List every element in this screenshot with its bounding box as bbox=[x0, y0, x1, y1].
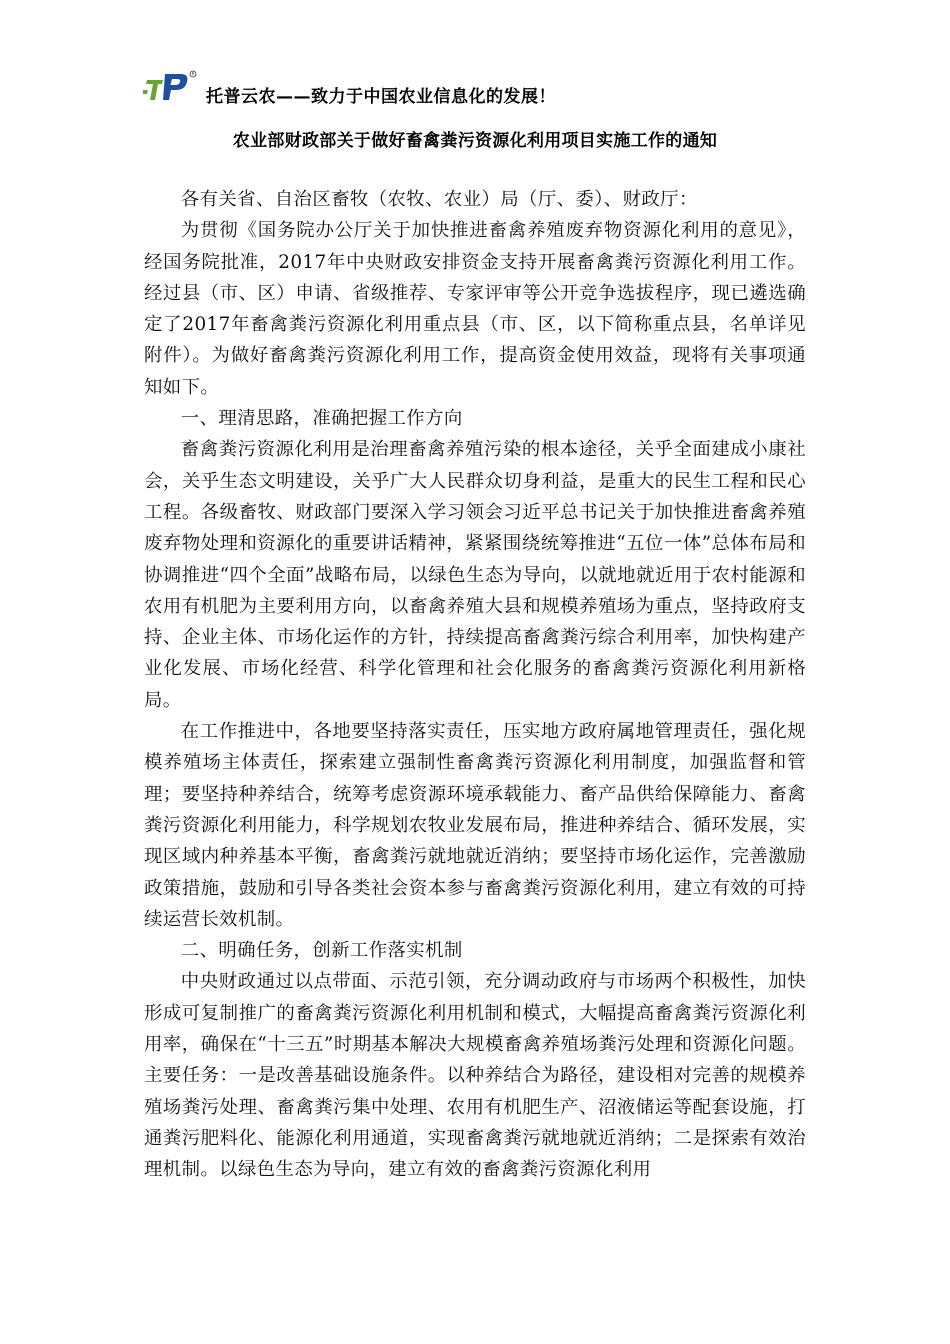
tp-logo bbox=[143, 70, 199, 102]
svg-text:R: R bbox=[191, 71, 195, 77]
header-slogan: 托普云农——致力于中国农业信息化的发展！ bbox=[206, 87, 556, 107]
document-title: 农业部财政部关于做好畜禽粪污资源化利用项目实施工作的通知 bbox=[232, 131, 718, 151]
document-body bbox=[144, 184, 806, 1186]
paragraph: 在工作推进中，各地要坚持落实责任，压实地方政府属地管理责任，强化规模养殖场主体责任，探索建立强制性畜禽粪污资源化利用制度，加强监督和管理；要坚持种养结合，统筹考虑资源环境承载能力、畜产品供给保障能力、畜禽粪污资源化利用能力，科学规划农牧业发展布局，推进种养结合、循环发展，实现区域内种养基本平衡，畜禽粪污就地就近消纳；要坚持市场化运作，完善激励政策措施，鼓励和引导各类社会资本参与畜禽粪污资源化利用，建立有效的可持续运营长效机制。 bbox=[144, 721, 806, 930]
section-heading: 二、明确任务，创新工作落实机制 bbox=[180, 940, 463, 962]
paragraph: 中央财政通过以点带面、示范引领，充分调动政府与市场两个积极性，加快形成可复制推广的畜禽粪污资源化利用机制和模式，大幅提高畜禽粪污资源化利用率，确保在“十三五”时期基本解决大规模畜禽养殖场粪污处理和资源化问题。主要任务：一是改善基础设施条件。以种养结合为路径，建设相对完善的规模养殖场粪污处理、畜禽粪污集中处理、农用有机肥生产、沼液储运等配套设施，打通粪污肥料化、能源化利用通道，实现畜禽粪污就地就近消纳；二是探索有效治理机制。以绿色生态为导向，建立有效的畜禽粪污资源化利用 bbox=[144, 971, 806, 1181]
salutation: 各有关省、自治区畜牧（农牧、农业）局（厅、委）、财政厅： bbox=[180, 189, 698, 210]
section-heading: 一、理清思路，准确把握工作方向 bbox=[180, 408, 463, 430]
paragraph: 为贯彻《国务院办公厅关于加快推进畜禽养殖废弃物资源化利用的意见》，经国务院批准，2017年中央财政安排资金支持开展畜禽粪污资源化利用工作。经过县（市、区）申请、省级推荐、专家评审等公开竞争选拔程序，现已遴选确定了2017年畜禽粪污资源化利用重点县（市、区，以下简称重点县，名单详见附件）。为做好畜禽粪污资源化利用工作，提高资金使用效益，现将有关事项通知如下。 bbox=[144, 220, 806, 398]
tp-logo-icon bbox=[143, 70, 199, 102]
paragraph: 畜禽粪污资源化利用是治理畜禽养殖污染的根本途径，关乎全面建成小康社会，关乎生态文明建设，关乎广大人民群众切身利益，是重大的民生工程和民心工程。各级畜牧、财政部门要深入学习领会习近平总书记关于加快推进畜禽养殖废弃物处理和资源化的重要讲话精神，紧紧围绕统筹推进“五位一体”总体布局和协调推进“四个全面”战略布局，以绿色生态为导向，以就地就近用于农村能源和农用有机肥为主要利用方向，以畜禽养殖大县和规模养殖场为重点，坚持政府支持、企业主体、市场化运作的方针，持续提高畜禽粪污综合利用率，加快构建产业化发展、市场化经营、科学化管理和社会化服务的畜禽粪污资源化利用新格局。 bbox=[144, 439, 806, 711]
